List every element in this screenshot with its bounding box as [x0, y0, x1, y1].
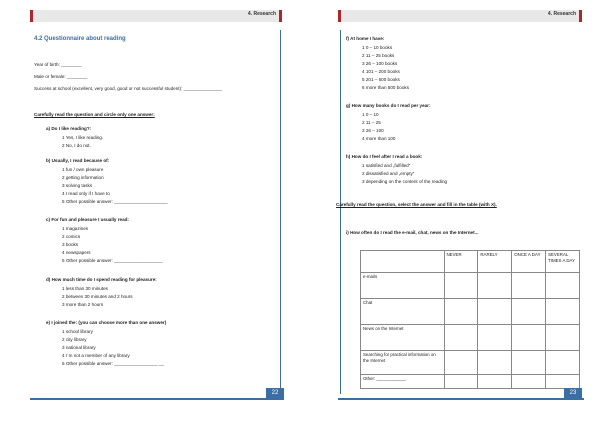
right-instruction: Carefully read the question, select the answer and fill in the table (with X).	[336, 202, 497, 207]
answer-cell[interactable]	[546, 325, 580, 351]
right-header-accent-start	[338, 10, 341, 22]
page-number: 22	[266, 388, 284, 398]
answer-cell[interactable]	[512, 299, 546, 325]
answer-cell[interactable]	[546, 299, 580, 325]
question-b: b) Usually, I read because of:	[46, 158, 110, 163]
question-c: c) For fun and pleasure I usually read:	[46, 217, 129, 222]
question-f: f) At home I have:	[346, 36, 385, 41]
option: 3 books	[62, 242, 79, 247]
option: 2 No, I do not.	[62, 143, 91, 148]
question-g: g) How many books do I read per year:	[346, 103, 431, 108]
answer-cell[interactable]	[478, 351, 512, 375]
field-year-of-birth: Year of birth: ________	[34, 62, 82, 67]
right-page	[300, 0, 600, 424]
option: 5 Other possible answer: ___________________	[62, 258, 163, 263]
option: 1 0 – 10 books	[362, 45, 393, 50]
left-margin-line	[280, 30, 281, 394]
answer-cell[interactable]	[512, 375, 546, 389]
option: 3 depending on the content of the reading	[362, 179, 448, 184]
table-row-label: e-mails	[361, 273, 445, 299]
answer-cell[interactable]	[444, 299, 478, 325]
left-footer-line	[30, 398, 284, 400]
table-row	[361, 325, 580, 351]
option: 2 between 30 minutes and 2 hours	[62, 294, 133, 299]
right-header-text: 4. Research	[547, 11, 576, 17]
right-footer-line	[338, 398, 584, 400]
option: 3 national library	[62, 345, 96, 350]
table-header-cell: NEVER	[444, 251, 478, 273]
table-row-label: Searching for practical information on the Internet	[361, 351, 445, 375]
option: 1 less than 30 minutes	[62, 286, 108, 291]
option: 5 201 – 500 books	[362, 77, 400, 82]
question-h: h) How do I feel after I read a book:	[346, 154, 423, 159]
answer-cell[interactable]	[444, 375, 478, 389]
option: 1 school library	[62, 329, 93, 334]
table-row	[361, 299, 580, 325]
field-gender: Male or female: ________	[34, 74, 88, 79]
answer-cell[interactable]	[444, 325, 478, 351]
option: 2 city library	[62, 337, 87, 342]
option: 3 26 – 100	[362, 128, 384, 133]
answer-cell[interactable]	[512, 325, 546, 351]
table-header-cell	[361, 251, 445, 273]
option: 3 more than 2 hours	[62, 302, 104, 307]
answer-cell[interactable]	[444, 351, 478, 375]
option: 2 11 – 25 books	[362, 53, 395, 58]
field-success: Success at school (excellent, very good, good or not successful student): _______________	[34, 86, 222, 91]
option: 3 26 – 100 books	[362, 61, 398, 66]
question-e: e) I joined the: (you can choose more than one answer)	[46, 320, 167, 325]
option: 4 newspapers	[62, 250, 91, 255]
answer-cell[interactable]	[478, 299, 512, 325]
answer-cell[interactable]	[444, 273, 478, 299]
answer-cell[interactable]	[546, 273, 580, 299]
left-header-text: 4. Research	[247, 11, 276, 17]
answer-cell[interactable]	[478, 325, 512, 351]
page-number: 23	[564, 388, 582, 398]
left-instruction: Carefully read the question and circle only one answer:	[34, 112, 155, 117]
option: 4 more than 100	[362, 136, 396, 141]
table-row-label: News on the Internet	[361, 325, 445, 351]
right-header-accent	[579, 10, 582, 22]
option: 5 Other possible answer: _____________________	[62, 199, 168, 204]
left-header-accent	[279, 10, 282, 22]
left-header-bar	[30, 10, 282, 22]
option: 4 101 – 200 books	[362, 69, 400, 74]
frequency-table	[360, 250, 580, 389]
section-title: 4.2 Questionnaire about reading	[34, 36, 126, 42]
option: 1 Yes, I like reading.	[62, 135, 104, 140]
table-header-cell: SEVERAL TIMES A DAY	[546, 251, 580, 273]
answer-cell[interactable]	[546, 351, 580, 375]
answer-cell[interactable]	[478, 273, 512, 299]
option: 2 getting information	[62, 175, 104, 180]
table-header-cell: RARELY	[478, 251, 512, 273]
question-i: i) How often do I read the e-mail, chat, news on the Internet...	[346, 230, 479, 235]
table-row-label: Chat	[361, 299, 445, 325]
option: 2 11 – 25	[362, 120, 381, 125]
right-header-bar	[338, 10, 582, 22]
table-row	[361, 273, 580, 299]
table-row-label: Other: ____________	[361, 375, 445, 389]
option: 6 more than 500 books	[362, 85, 409, 90]
right-margin-line	[340, 30, 341, 394]
answer-cell[interactable]	[512, 273, 546, 299]
option: 1 0 – 10	[362, 112, 379, 117]
table-header-row	[361, 251, 580, 273]
option: 4 I´m not a member of any library	[62, 353, 130, 358]
option: 2 comics	[62, 234, 81, 239]
table-header-cell: ONCE A DAY	[512, 251, 546, 273]
option: 1 fun / own pleasure	[62, 167, 104, 172]
question-a: a) Do I like reading?:	[46, 126, 92, 131]
option: 1 magazines	[62, 226, 89, 231]
question-d: d) How much time do I spend reading for pleasure:	[46, 277, 157, 282]
option: 2 dissatisfied and „empty“	[362, 171, 415, 176]
answer-cell[interactable]	[546, 375, 580, 389]
answer-cell[interactable]	[512, 351, 546, 375]
table-row	[361, 351, 580, 375]
option: 1 satisfied and „fulfilled“	[362, 163, 411, 168]
table-row	[361, 375, 580, 389]
option: 5 Other possible answer: _________________ __	[62, 361, 164, 366]
answer-cell[interactable]	[478, 375, 512, 389]
option: 4 I read only if I have to	[62, 191, 110, 196]
option: 3 solving tasks	[62, 183, 93, 188]
left-header-accent-start	[30, 10, 33, 22]
